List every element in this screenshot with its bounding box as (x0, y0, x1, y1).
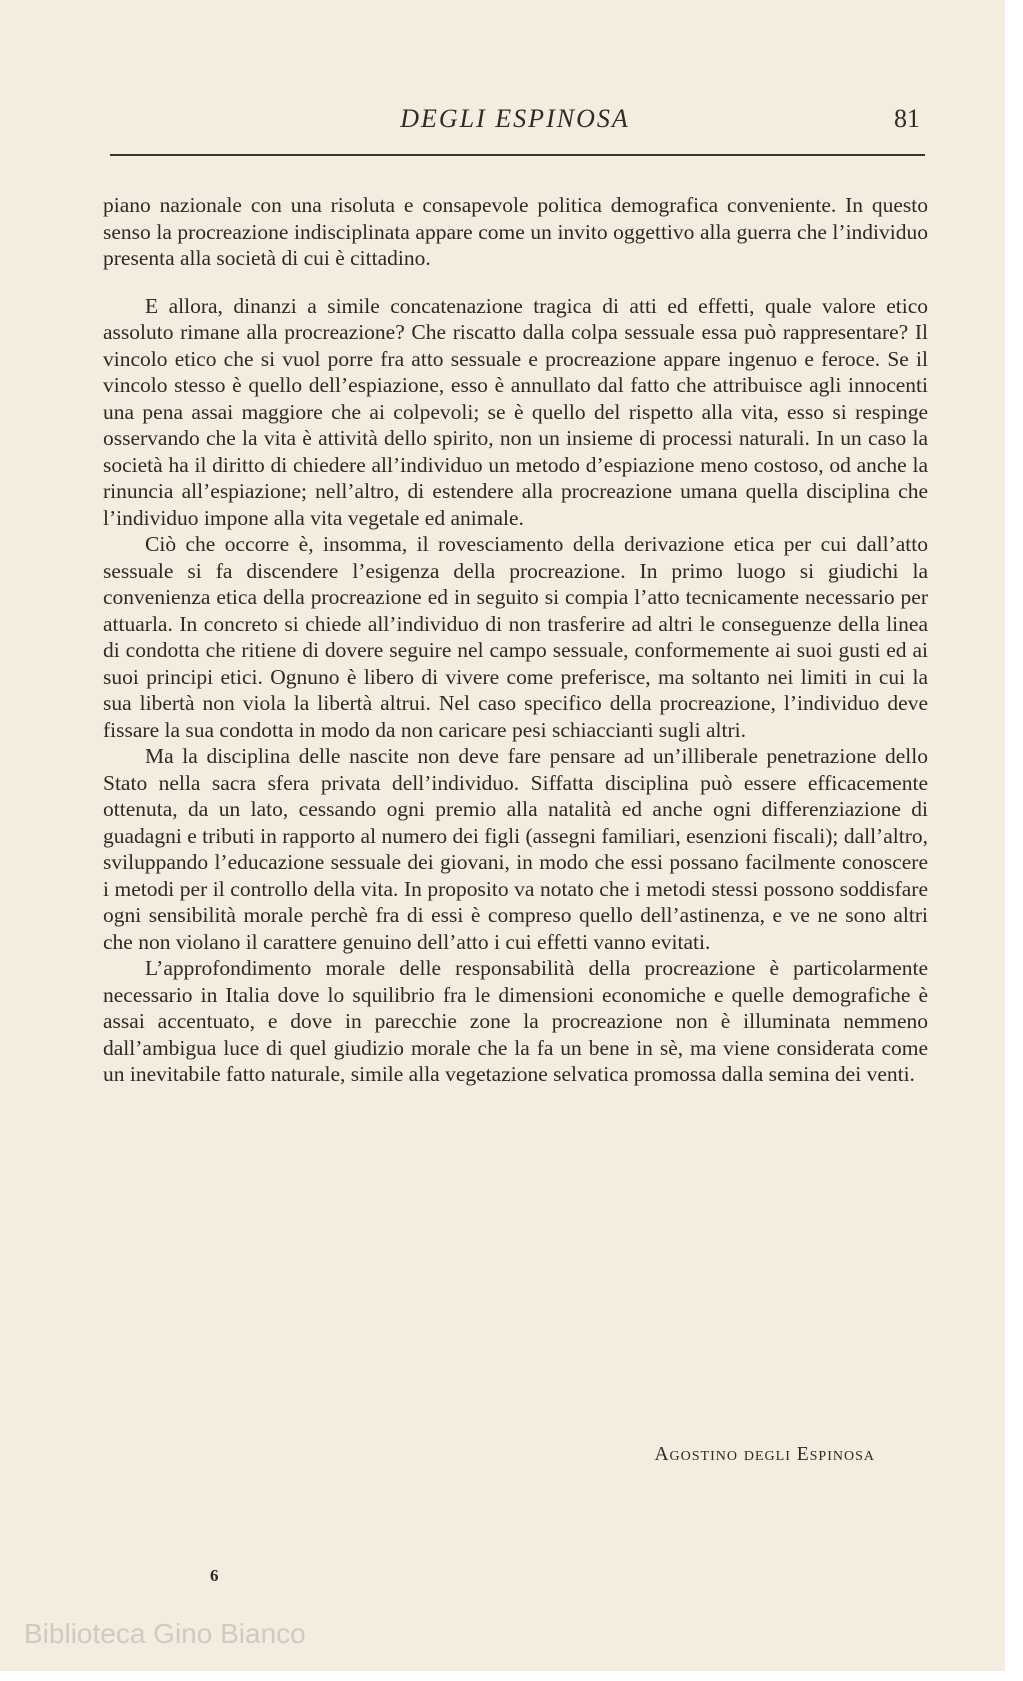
paragraph: piano nazionale con una risoluta e consapevole politica demografica conveniente. In questo senso la procreazione indisciplinata appare come un invito oggettivo alla guerra che l’individuo presenta alla società di cui è cittadino. (103, 193, 928, 270)
page-number: 81 (894, 104, 920, 133)
signature-mark: 6 (210, 1566, 219, 1585)
paragraph: Ma la disciplina delle nascite non deve fare pensare ad un’illiberale penetrazione dello Stato nella sacra sfera privata dell’individuo. Siffatta disciplina può essere efficacemente ottenuta, da un lato, cessando ogni premio alla natalità ed anche ogni differenziazione di guadagni e tributi in rapporto al numero dei figli (assegni familiari, esenzioni fiscali); dall’altro, sviluppando l’educazione sessuale dei giovani, in modo che essi possano facilmente conoscere i metodi per il controllo della vita. In proposito va notato che i metodi stessi possono soddisfare ogni sensibilità morale perchè fra di essi è compreso quello dell’astinenza, e ve ne sono altri che non violano il carattere genuino dell’atto i cui effetti vanno evitati. (103, 744, 928, 954)
page-header (110, 104, 920, 144)
running-title: DEGLI ESPINOSA (400, 104, 630, 133)
paragraph: Ciò che occorre è, insomma, il rovesciamento della derivazione etica per cui dall’atto sessuale si fa discendere l’esigenza della procreazione. In primo luogo si giudichi la convenienza etica della procreazione ed in seguito si compia l’atto tecnicamente necessario per attuarla. In concreto si chiede all’individuo di non trasferire ad altri le conseguenze della linea di condotta che ritiene di dovere seguire nel campo sessuale, conformemente ai suoi gusti ed ai suoi principi etici. Ognuno è libero di vivere come preferisce, ma soltanto nei limiti in cui la sua libertà non viola la libertà altrui. Nel caso specifico della procreazione, l’individuo deve fissare la sua condotta in modo da non caricare pesi schiaccianti sugli altri. (103, 532, 928, 742)
paragraph: L’approfondimento morale delle responsabilità della procreazione è particolarmente necessario in Italia dove lo squilibrio fra le dimensioni economiche e quelle demografiche è assai accentuato, e dove in parecchie zone la procreazione non è illuminata nemmeno dall’ambigua luce di quel giudizio morale che la fa un bene in sè, ma viene considerata come un inevitabile fatto naturale, simile alla vegetazione selvatica promossa dalla semina dei venti. (103, 956, 928, 1086)
paragraph: E allora, dinanzi a simile concatenazione tragica di atti ed effetti, quale valore etico assoluto rimane alla procreazione? Che riscatto dalla colpa sessuale essa può rappresentare? Il vincolo etico che si vuol porre fra atto sessuale e procreazione appare ingenuo e feroce. Se il vincolo stesso è quello dell’espiazione, esso è annullato dal fatto che attribuisce agli innocenti una pena assai maggiore che ai colpevoli; se è quello del rispetto alla vita, esso si respinge osservando che la vita è attività dello spirito, non un insieme di processi naturali. In un caso la società ha il diritto di chiedere all’individuo un metodo d’espiazione meno costoso, od anche la rinuncia all’espiazione; nell’altro, di estendere alla procreazione umana quella disciplina che l’individuo impone alla vita vegetale ed animale. (103, 293, 928, 530)
author-signature: Agostino degli Espinosa (654, 1444, 875, 1465)
library-watermark: Biblioteca Gino Bianco (24, 1618, 306, 1649)
article-body (103, 192, 928, 1088)
header-rule (110, 154, 925, 156)
